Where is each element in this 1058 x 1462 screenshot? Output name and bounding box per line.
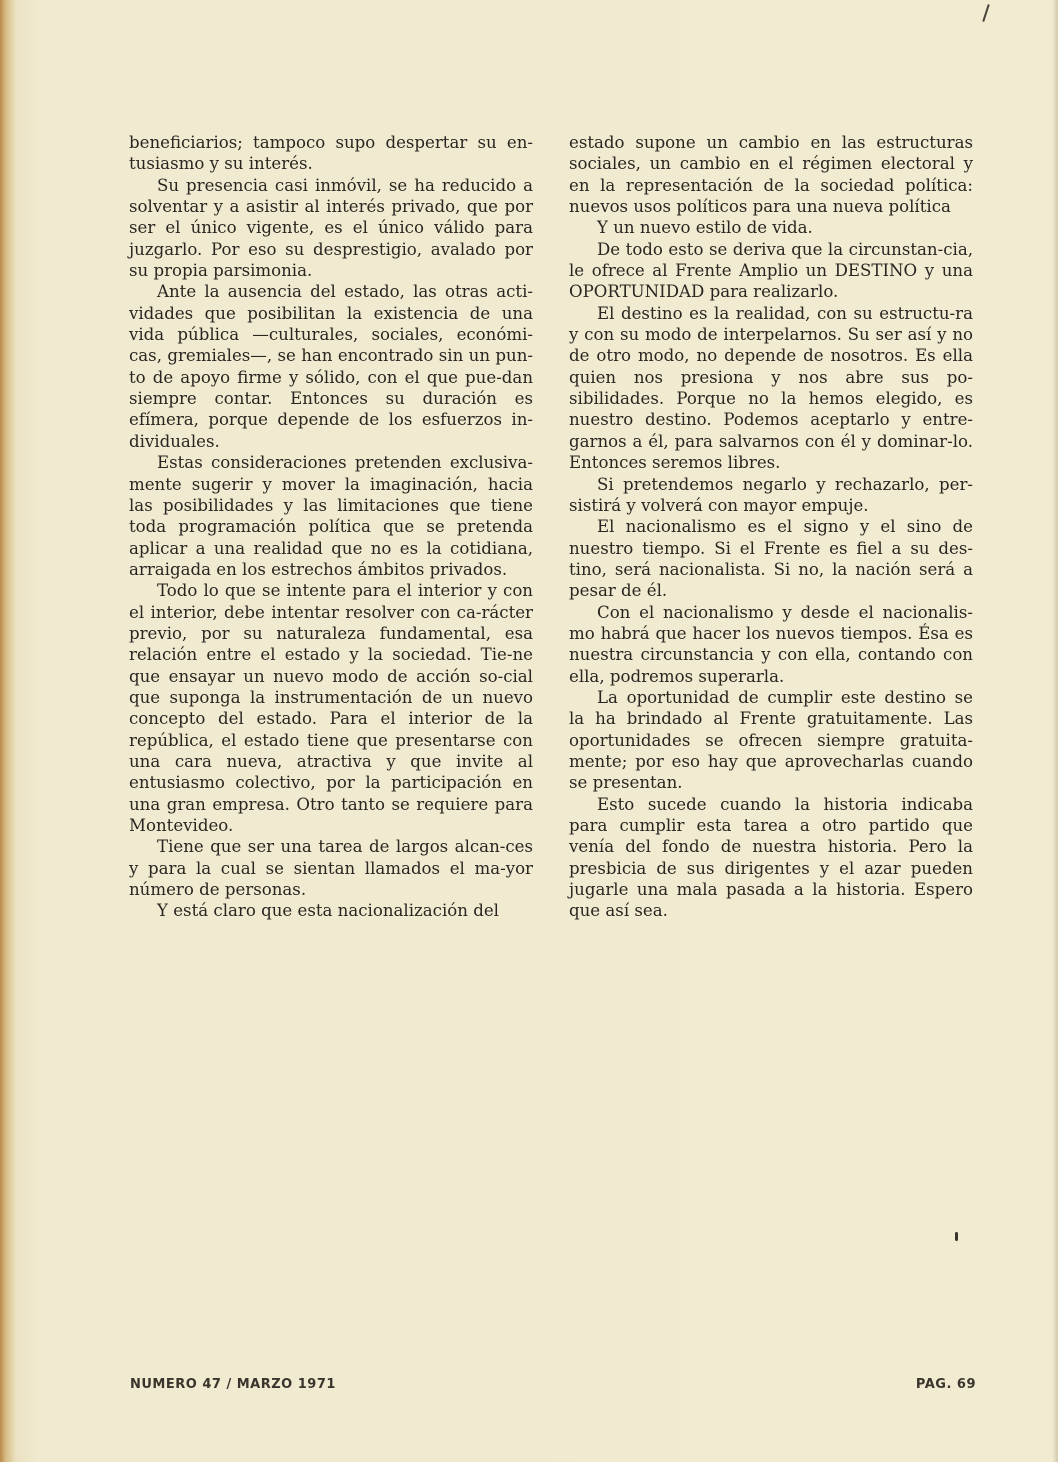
pen-mark (982, 4, 989, 22)
paragraph: Si pretendemos negarlo y rechazarlo, per-sistirá y volverá con mayor empuje. (569, 474, 973, 515)
paragraph: Y está claro que esta nacionalización del (157, 901, 499, 921)
paragraph: estado supone un cambio en las estructuras sociales, un cambio en el régimen electoral y en la representación de la sociedad política: nuevos usos políticos para una nueva política (569, 133, 973, 217)
left-column (129, 132, 533, 922)
paragraph: Con el nacionalismo y desde el nacionalis-mo habrá que hacer los nuevos tiempos. Ésa es nuestra circunstancia y con ella, contando con ella, podremos superarla. (569, 602, 973, 686)
issue-footer: NUMERO 47 / MARZO 1971 (130, 1377, 336, 1392)
right-column (569, 132, 973, 922)
paragraph: El nacionalismo es el signo y el sino de nuestro tiempo. Si el Frente es fiel a su des-tino, será nacionalista. Si no, la nación será a pesar de él. (569, 517, 973, 601)
paragraph: Tiene que ser una tarea de largos alcan-ces y para la cual se sientan llamados el ma-yor número de personas. (129, 837, 533, 900)
paragraph: Todo lo que se intente para el interior y con el interior, debe intentar resolver con ca-rácter previo, por su naturaleza fundamental, esa relación entre el estado y la sociedad. Tie-ne que ensayar un nuevo modo de acción so-cial que suponga la instrumentación de un nuevo concepto del estado. Para el interior de la república, el estado tiene que presentarse con una cara nueva, atractiva y que invite al entusiasmo colectivo, por la participación en una gran empresa. Otro tanto se requiere para Montevideo. (129, 581, 533, 835)
paragraph: De todo esto se deriva que la circunstan-cia, le ofrece al Frente Amplio un DESTINO y una OPORTUNIDAD para realizarlo. (569, 239, 973, 302)
paragraph: Esto sucede cuando la historia indicaba para cumplir esta tarea a otro partido que venía del fondo de nuestra historia. Pero la presbicia de sus dirigentes y el azar pueden jugarle una mala pasada a la historia. Espero que así sea. (569, 794, 973, 921)
paragraph: Estas consideraciones pretenden exclusiva-mente sugerir y mover la imaginación, hacia las posibilidades y las limitaciones que tiene toda programación política que se pretenda aplicar a una realidad que no es la cotidiana, arraigada en los estrechos ámbitos privados. (129, 453, 533, 579)
page-number: PAG. 69 (915, 1377, 976, 1392)
paragraph: beneficiarios; tampoco supo despertar su en-tusiasmo y su interés. (129, 133, 533, 174)
paragraph: La oportunidad de cumplir este destino se la ha brindado al Frente gratuitamente. Las oportunidades se ofrecen siempre gratuita-mente; por eso hay que aprovecharlas cuando se presentan. (569, 687, 973, 793)
paragraph: Ante la ausencia del estado, las otras acti-vidades que posibilitan la existencia de una vida pública —culturales, sociales, económi-cas, gremiales—, se han encontrado sin un pun-to de apoyo firme y sólido, con el que pue-dan siempre contar. Entonces su duración es efímera, porque depende de los esfuerzos in-dividuales. (129, 282, 533, 451)
paragraph: Su presencia casi inmóvil, se ha reducido a solventar y a asistir al interés privado, que por ser el único vigente, es el único válido para juzgarlo. Por eso su desprestigio, avalado por su propia parsimonia. (129, 175, 533, 281)
ink-mark (955, 1232, 958, 1241)
paragraph: Y un nuevo estilo de vida. (597, 218, 813, 238)
paragraph: El destino es la realidad, con su estructu-ra y con su modo de interpelarnos. Su ser así y no de otro modo, no depende de nosotros. Es ella quien nos presiona y nos abre sus po-sibilidades. Porque no la hemos elegido, es nuestro destino. Podemos aceptarlo y entre-garnos a él, para salvarnos con él y dominar-lo. Entonces seremos libres. (569, 303, 973, 473)
